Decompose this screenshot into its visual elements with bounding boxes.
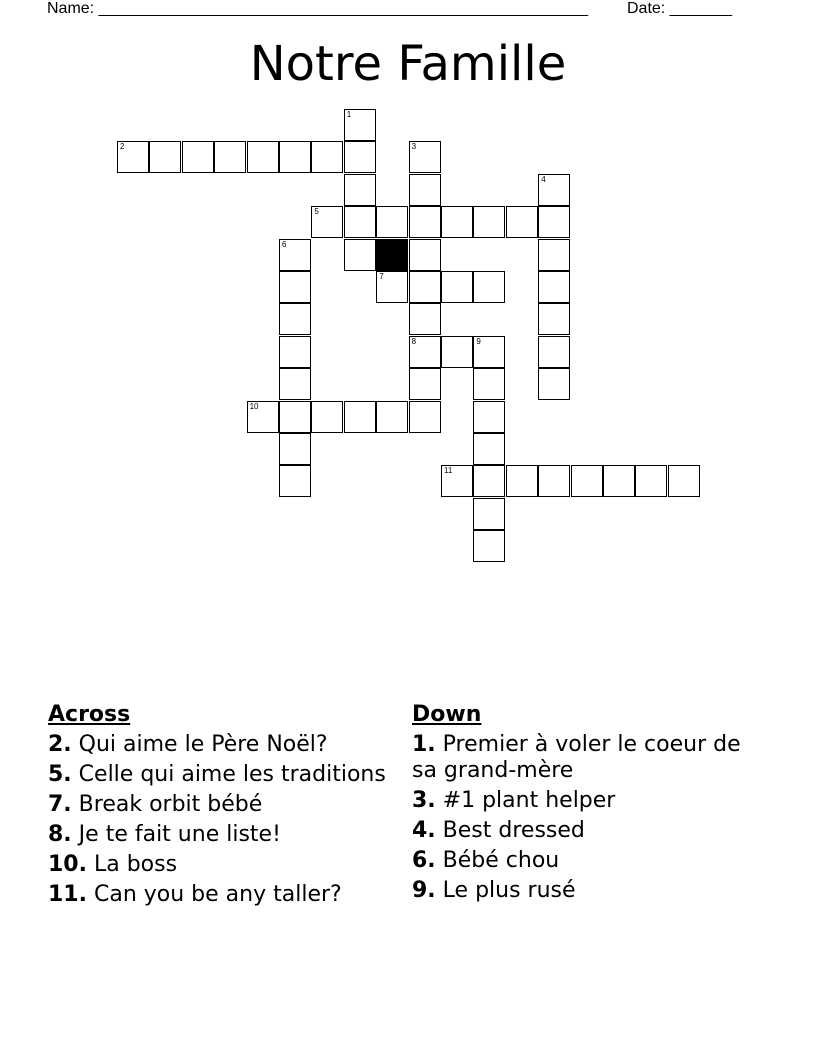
- clue-number: 4.: [412, 818, 436, 843]
- grid-cell[interactable]: [279, 271, 311, 303]
- across-clue: [48, 882, 393, 908]
- grid-cell[interactable]: [149, 141, 181, 173]
- grid-cell[interactable]: [473, 498, 505, 530]
- clue-number: 8.: [48, 822, 72, 847]
- grid-cell[interactable]: [376, 206, 408, 238]
- clue-number: 4: [541, 174, 546, 184]
- grid-cell[interactable]: [279, 368, 311, 400]
- grid-cell[interactable]: [344, 401, 376, 433]
- clue-number: 2: [120, 142, 125, 152]
- clue-text: Celle qui aime les traditions: [78, 762, 386, 787]
- grid-cell[interactable]: [538, 271, 570, 303]
- clue-number: 7.: [48, 792, 72, 817]
- clue-number: 5: [314, 207, 319, 217]
- clue-number: 9: [476, 336, 481, 346]
- grid-cell[interactable]: [409, 141, 441, 173]
- clue-number: 10: [249, 401, 259, 411]
- grid-cell[interactable]: [506, 465, 538, 497]
- page-title: Notre Famille: [249, 36, 567, 92]
- grid-cell[interactable]: [473, 271, 505, 303]
- grid-cell[interactable]: [409, 303, 441, 335]
- down-clue: [412, 788, 757, 814]
- name-field-label[interactable]: Name: _______________________________________________________: [47, 0, 588, 17]
- clue-number: 1.: [412, 732, 436, 757]
- clue-text: La boss: [93, 852, 178, 877]
- grid-cell[interactable]: [279, 141, 311, 173]
- grid-cell[interactable]: [409, 206, 441, 238]
- grid-cell[interactable]: [538, 174, 570, 206]
- across-clue: [48, 762, 393, 788]
- worksheet-header: [47, 0, 732, 18]
- grid-cell[interactable]: [279, 465, 311, 497]
- grid-cell[interactable]: [344, 239, 376, 271]
- down-clue: [412, 848, 757, 874]
- clue-text: Can you be any taller?: [93, 882, 342, 907]
- grid-cell[interactable]: [473, 433, 505, 465]
- grid-cell[interactable]: [409, 401, 441, 433]
- clue-number: 9.: [412, 878, 436, 903]
- clue-number: 5.: [48, 762, 72, 787]
- clue-number: 10.: [48, 852, 87, 877]
- grid-cell[interactable]: [668, 465, 700, 497]
- date-field-label[interactable]: Date: _______: [627, 0, 732, 17]
- grid-cell[interactable]: [441, 271, 473, 303]
- grid-cell[interactable]: [409, 336, 441, 368]
- grid-cell[interactable]: [247, 401, 279, 433]
- clue-number: 1: [346, 110, 352, 119]
- grid-cell[interactable]: [506, 206, 538, 238]
- down-clue: [412, 732, 757, 784]
- grid-cell[interactable]: [473, 465, 505, 497]
- grid-cell[interactable]: [344, 174, 376, 206]
- grid-cell[interactable]: [473, 368, 505, 400]
- grid-cell[interactable]: [538, 368, 570, 400]
- grid-cell[interactable]: [473, 336, 505, 368]
- clue-text: Le plus rusé: [442, 878, 576, 903]
- grid-cell[interactable]: [473, 206, 505, 238]
- down-clue: [412, 818, 757, 844]
- grid-cell[interactable]: [344, 206, 376, 238]
- grid-cell[interactable]: [279, 336, 311, 368]
- grid-cell[interactable]: [538, 336, 570, 368]
- grid-cell[interactable]: [311, 206, 343, 238]
- grid-cell[interactable]: [409, 174, 441, 206]
- grid-cell[interactable]: [311, 141, 343, 173]
- across-clue: [48, 852, 393, 878]
- grid-cell[interactable]: [409, 271, 441, 303]
- clue-text: #1 plant helper: [442, 788, 616, 813]
- clue-number: 11: [444, 466, 453, 476]
- across-heading: Across: [48, 702, 131, 727]
- grid-cell[interactable]: [376, 271, 408, 303]
- across-clues: [48, 702, 393, 912]
- grid-cell[interactable]: [409, 368, 441, 400]
- across-clue: [48, 792, 393, 818]
- grid-cell[interactable]: [538, 465, 570, 497]
- clue-number: 11.: [48, 882, 87, 907]
- grid-cell[interactable]: [571, 465, 603, 497]
- clue-text: Bébé chou: [442, 848, 560, 873]
- grid-cell[interactable]: [441, 336, 473, 368]
- grid-cell[interactable]: [214, 141, 246, 173]
- down-heading: Down: [412, 702, 482, 727]
- clue-number: 7: [379, 272, 384, 281]
- down-clue: [412, 878, 757, 904]
- grid-cell[interactable]: [117, 141, 149, 173]
- grid-cell[interactable]: [279, 303, 311, 335]
- across-clue: [48, 822, 393, 848]
- clue-number: 8: [411, 336, 417, 346]
- grid-cell[interactable]: [409, 239, 441, 271]
- clue-number: 3.: [412, 788, 436, 813]
- clue-text: Qui aime le Père Noël?: [78, 732, 328, 757]
- across-clue: [48, 732, 393, 758]
- clue-text: Break orbit bébé: [78, 792, 263, 817]
- grid-cell[interactable]: [344, 141, 376, 173]
- clue-number: 6: [282, 239, 287, 249]
- clue-number: 6.: [412, 848, 436, 873]
- grid-cell[interactable]: [344, 109, 376, 141]
- grid-cell[interactable]: [247, 141, 279, 173]
- clue-text: Best dressed: [442, 818, 585, 843]
- grid-cell[interactable]: [603, 465, 635, 497]
- grid-cell[interactable]: [473, 401, 505, 433]
- grid-cell[interactable]: [279, 433, 311, 465]
- grid-cell[interactable]: [311, 401, 343, 433]
- grid-cell[interactable]: [441, 465, 473, 497]
- grid-cell[interactable]: [473, 530, 505, 562]
- grid-cell[interactable]: [538, 239, 570, 271]
- grid-cell[interactable]: [441, 206, 473, 238]
- grid-cell[interactable]: [279, 239, 311, 271]
- grid-cell[interactable]: [538, 303, 570, 335]
- grid-cell[interactable]: [279, 401, 311, 433]
- black-cell: [376, 239, 408, 271]
- grid-cell[interactable]: [538, 206, 570, 238]
- down-clues: [412, 702, 757, 908]
- clue-text: Je te fait une liste!: [78, 822, 281, 847]
- clue-number: 2.: [48, 732, 72, 757]
- grid-cell[interactable]: [182, 141, 214, 173]
- grid-cell[interactable]: [635, 465, 667, 497]
- grid-cell[interactable]: [376, 401, 408, 433]
- clue-text: Premier à voler le coeur de sa grand-mère: [412, 732, 741, 783]
- clue-number: 3: [411, 142, 417, 152]
